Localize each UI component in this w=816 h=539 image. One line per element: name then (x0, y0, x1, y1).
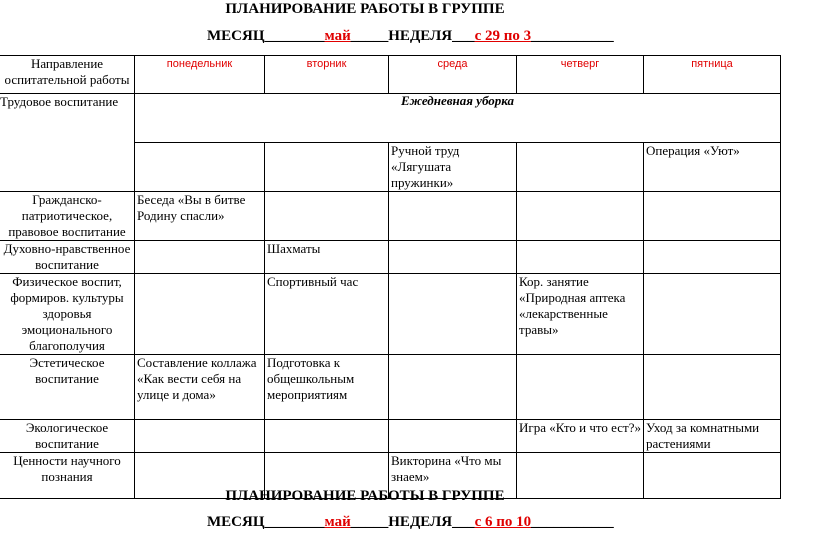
direction-cell: Гражданско-патриотическое, правовое воспитание (0, 192, 135, 241)
week-value: с 29 по 3 (474, 28, 532, 44)
activity-cell (265, 143, 389, 192)
activity-cell: Викторина «Что мы знаем» (389, 453, 517, 499)
week-label: НЕДЕЛЯ (388, 514, 453, 530)
header-row (0, 56, 781, 94)
activity-cell: Подготовка к общешкольным мероприятиям (265, 355, 389, 420)
activity-cell (644, 192, 781, 241)
activity-cell: Шахматы (265, 241, 389, 274)
activity-cell (517, 143, 644, 192)
activity-cell (389, 192, 517, 241)
activity-cell (135, 420, 265, 453)
activity-cell (265, 420, 389, 453)
day-wednesday: среда (389, 56, 517, 94)
month-blank: ________ (264, 28, 325, 44)
tail-blank: ___________ (531, 514, 614, 530)
day-thursday: четверг (517, 56, 644, 94)
activity-cell (135, 241, 265, 274)
table-row (0, 355, 781, 420)
table-row (0, 274, 781, 355)
activity-cell (644, 274, 781, 355)
separator-blank: _____ (350, 514, 389, 530)
activity-cell (135, 143, 265, 192)
activity-cell: Уход за комнатными растениями (644, 420, 781, 453)
activity-cell (389, 241, 517, 274)
month-label: МЕСЯЦ (207, 28, 265, 44)
activity-cell: Кор. занятие «Природная аптека «лекарственные травы» (517, 274, 644, 355)
activity-cell (517, 192, 644, 241)
daily-cleaning: Ежедневная уборка (135, 94, 781, 143)
activity-cell (265, 192, 389, 241)
activity-cell (517, 241, 644, 274)
activity-cell: Составление коллажа «Как вести себя на улице и дома» (135, 355, 265, 420)
day-monday: понедельник (135, 56, 265, 94)
month-blank: ________ (264, 514, 325, 530)
direction-cell: Эстетическое воспитание (0, 355, 135, 420)
week-label: НЕДЕЛЯ (388, 28, 453, 44)
activity-cell (389, 355, 517, 420)
day-friday: пятница (644, 56, 781, 94)
direction-header: Направление оспитательной работы (0, 56, 135, 94)
activity-cell (517, 355, 644, 420)
separator-blank: _____ (350, 28, 389, 44)
activity-cell: Игра «Кто и что ест?» (517, 420, 644, 453)
activity-cell: Спортивный час (265, 274, 389, 355)
month-value: май (324, 28, 351, 44)
direction-cell: Духовно-нравственное воспитание (0, 241, 135, 274)
activity-cell: Операция «Уют» (644, 143, 781, 192)
activity-cell: Беседа «Вы в битве Родину спасли» (135, 192, 265, 241)
activity-cell (389, 274, 517, 355)
direction-cell: Ценности научного познания (0, 453, 135, 499)
month-week-line (207, 28, 614, 45)
week-blank: ___ (452, 514, 475, 530)
page-title-2: ПЛАНИРОВАНИЕ РАБОТЫ В ГРУППЕ (225, 488, 505, 504)
week-blank: ___ (452, 28, 475, 44)
activity-cell: Ручной труд «Лягушата пружинки» (389, 143, 517, 192)
activity-cell (389, 420, 517, 453)
month-label: МЕСЯЦ (207, 514, 265, 530)
table-row (0, 94, 781, 143)
table-row (0, 241, 781, 274)
table-row (0, 420, 781, 453)
day-tuesday: вторник (265, 56, 389, 94)
month-week-line-2 (207, 514, 614, 531)
direction-cell: Экологическое воспитание (0, 420, 135, 453)
activity-cell (644, 241, 781, 274)
direction-cell: Физическое воспит, формиров. культуры здоровья эмоционального благополучия (0, 274, 135, 355)
direction-cell: Трудовое воспитание (0, 94, 135, 192)
activity-cell (135, 274, 265, 355)
table-row (0, 192, 781, 241)
activity-cell (644, 355, 781, 420)
month-value: май (324, 514, 351, 530)
plan-table (0, 55, 781, 499)
page-title: ПЛАНИРОВАНИЕ РАБОТЫ В ГРУППЕ (225, 1, 505, 17)
week-value: с 6 по 10 (474, 514, 532, 530)
tail-blank: ___________ (531, 28, 614, 44)
